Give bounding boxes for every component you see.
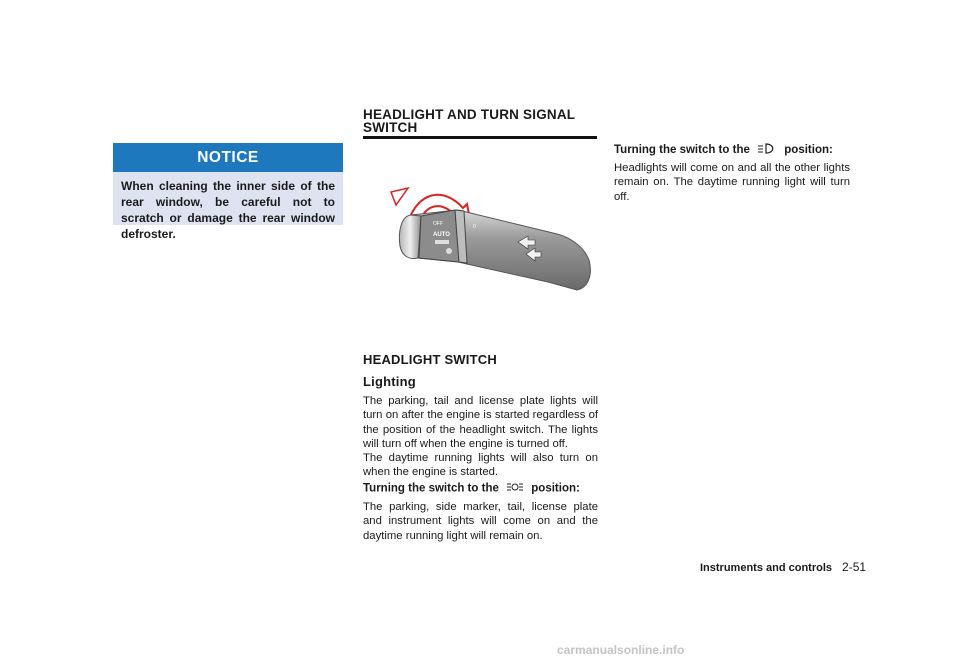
paragraph-parking-position: The parking, side marker, tail, license plate and instrument lights will come on and the daytime running light will remain on. [363,501,598,542]
page-number: 2-51 [842,560,867,574]
notice-text: When cleaning the inner side of the rear window, be careful not to scratch or damage the rear window defroster. [121,179,335,241]
turn-switch-headlight-heading [614,143,833,157]
turn-switch-parking-heading [363,482,580,495]
notice-title: NOTICE [113,143,343,172]
turn1-suffix: position: [531,482,580,495]
subheading-lighting: Lighting [363,374,416,389]
parking-light-icon [506,482,524,495]
label-off: OFF [433,221,443,227]
turn1-prefix: Turning the switch to the [363,482,499,495]
paragraph-lighting-2: The daytime running lights will also turn on when the engine is started. [363,452,598,479]
section-title: HEADLIGHT AND TURN SIGNAL SWITCH [363,107,575,135]
footer-section: Instruments and controls [700,562,833,574]
turn2-prefix: Turning the switch to the [614,144,750,157]
paragraph-headlight-position: Headlights will come on and all the other lights remain on. The daytime running light will turn off. [614,162,850,203]
label-zero: 0 [473,224,476,230]
paragraph-lighting-1: The parking, tail and license plate lights will turn on after the engine is started regardless of the position of the headlight switch. The lights will turn off when the engine is turned off. [363,395,598,451]
watermark: carmanualsonline.info [557,643,685,657]
notice-box [113,143,343,241]
label-auto: AUTO [433,232,450,238]
turn2-suffix: position: [784,144,833,157]
page-footer [700,560,866,574]
stalk-icon [363,150,597,325]
section-rule [363,136,597,139]
heading-headlight-switch: HEADLIGHT SWITCH [363,352,497,367]
headlight-switch-illustration [363,150,597,325]
headlight-icon [757,143,777,157]
